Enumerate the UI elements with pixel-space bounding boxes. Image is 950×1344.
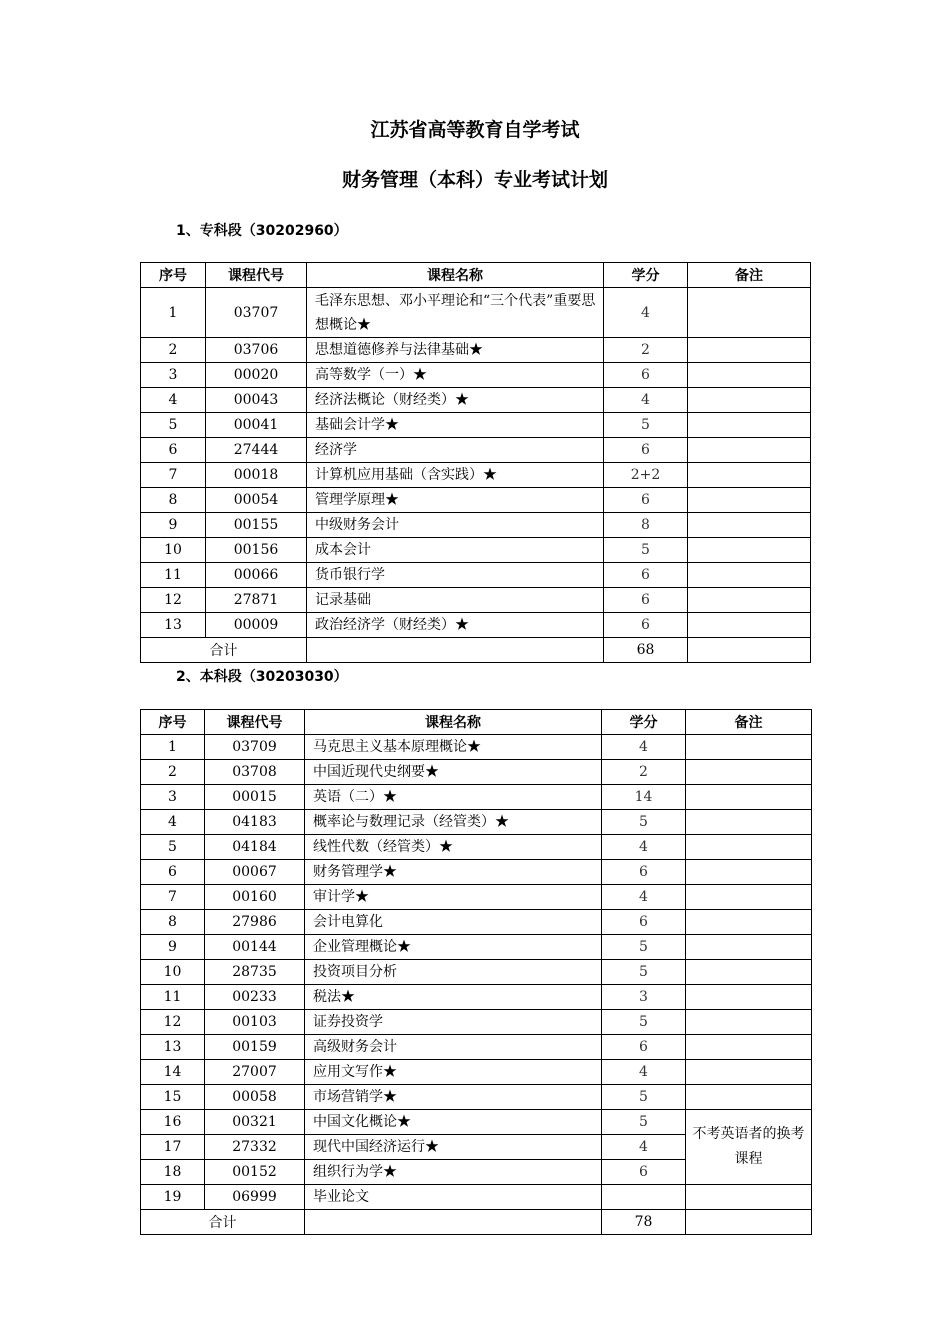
course-name: 思想道德修养与法律基础★ (307, 338, 604, 363)
course-note (688, 413, 811, 438)
course-code: 04184 (205, 835, 305, 860)
course-name: 货币银行学 (307, 563, 604, 588)
course-code: 00159 (205, 1035, 305, 1060)
course-note (688, 488, 811, 513)
course-credit: 4 (602, 835, 686, 860)
course-code: 00054 (206, 488, 307, 513)
course-note (686, 860, 812, 885)
course-code: 06999 (205, 1185, 305, 1210)
course-credit: 2 (604, 338, 688, 363)
course-credit: 4 (604, 288, 688, 338)
course-name: 组织行为学★ (305, 1160, 602, 1185)
row-number: 5 (141, 413, 206, 438)
course-name: 毛泽东思想、邓小平理论和“三个代表”重要思想概论★ (307, 288, 604, 338)
table-header-row (141, 710, 812, 735)
total-empty (307, 638, 604, 663)
course-credit: 2 (602, 760, 686, 785)
course-name: 线性代数（经管类）★ (305, 835, 602, 860)
row-number: 19 (141, 1185, 205, 1210)
course-name: 审计学★ (305, 885, 602, 910)
course-note (686, 1085, 812, 1110)
course-name: 计算机应用基础（含实践）★ (307, 463, 604, 488)
course-code: 00015 (205, 785, 305, 810)
header-note: 备注 (688, 263, 811, 288)
course-note (688, 463, 811, 488)
table-row (141, 760, 812, 785)
row-number: 15 (141, 1085, 205, 1110)
table-row (141, 860, 812, 885)
row-number: 1 (141, 288, 206, 338)
header-name: 课程名称 (305, 710, 602, 735)
course-name: 记录基础 (307, 588, 604, 613)
table-row (141, 513, 811, 538)
table-row (141, 835, 812, 860)
course-credit: 4 (602, 885, 686, 910)
document-subtitle: 财务管理（本科）专业考试计划 (341, 169, 608, 191)
course-code: 00058 (205, 1085, 305, 1110)
section-heading-1: 1、专科段（30202960） (176, 223, 348, 239)
course-name: 现代中国经济运行★ (305, 1135, 602, 1160)
course-note (688, 288, 811, 338)
course-credit: 5 (604, 413, 688, 438)
course-note (686, 1010, 812, 1035)
course-credit: 6 (602, 910, 686, 935)
document-title: 江苏省高等教育自学考试 (370, 119, 580, 141)
course-name: 政治经济学（财经类）★ (307, 613, 604, 638)
table-row (141, 1110, 812, 1135)
row-number: 10 (141, 538, 206, 563)
row-number: 13 (141, 613, 206, 638)
course-name: 毕业论文 (305, 1185, 602, 1210)
course-code: 00160 (205, 885, 305, 910)
course-note (686, 1060, 812, 1085)
course-name: 基础会计学★ (307, 413, 604, 438)
course-note (686, 885, 812, 910)
course-credit: 8 (604, 513, 688, 538)
total-credit: 78 (602, 1210, 686, 1235)
course-credit: 5 (602, 960, 686, 985)
row-number: 1 (141, 735, 205, 760)
row-number: 11 (141, 563, 206, 588)
course-name: 中国文化概论★ (305, 1110, 602, 1135)
course-note (686, 1185, 812, 1210)
header-note: 备注 (686, 710, 812, 735)
course-code: 00233 (205, 985, 305, 1010)
table-row (141, 735, 812, 760)
table-row (141, 985, 812, 1010)
course-code: 00144 (205, 935, 305, 960)
course-note (686, 935, 812, 960)
table-row (141, 563, 811, 588)
row-number: 7 (141, 463, 206, 488)
row-number: 6 (141, 438, 206, 463)
course-code: 27444 (206, 438, 307, 463)
table-row (141, 910, 812, 935)
table-row (141, 438, 811, 463)
header-credit: 学分 (604, 263, 688, 288)
course-credit: 5 (602, 1010, 686, 1035)
row-number: 4 (141, 388, 206, 413)
table-row (141, 785, 812, 810)
total-label: 合计 (141, 638, 307, 663)
row-number: 10 (141, 960, 205, 985)
table-row (141, 338, 811, 363)
table-row (141, 538, 811, 563)
course-note (686, 810, 812, 835)
course-name: 财务管理学★ (305, 860, 602, 885)
header-no: 序号 (141, 710, 205, 735)
course-name: 市场营销学★ (305, 1085, 602, 1110)
header-name: 课程名称 (307, 263, 604, 288)
course-note (686, 835, 812, 860)
row-number: 17 (141, 1135, 205, 1160)
course-note (688, 538, 811, 563)
course-code: 27007 (205, 1060, 305, 1085)
course-code: 00043 (206, 388, 307, 413)
course-code: 00018 (206, 463, 307, 488)
total-note (686, 1210, 812, 1235)
table-row (141, 1060, 812, 1085)
table-row (141, 588, 811, 613)
course-name: 企业管理概论★ (305, 935, 602, 960)
course-note (688, 513, 811, 538)
table-row (141, 1085, 812, 1110)
course-credit: 6 (604, 438, 688, 463)
table-row (141, 463, 811, 488)
course-name: 管理学原理★ (307, 488, 604, 513)
row-number: 16 (141, 1110, 205, 1135)
row-number: 8 (141, 910, 205, 935)
course-name: 经济法概论（财经类）★ (307, 388, 604, 413)
course-code: 04183 (205, 810, 305, 835)
course-credit: 4 (602, 1135, 686, 1160)
course-note (686, 760, 812, 785)
table-row (141, 388, 811, 413)
course-code: 00067 (205, 860, 305, 885)
course-name: 中国近现代史纲要★ (305, 760, 602, 785)
total-row (141, 638, 811, 663)
course-name: 投资项目分析 (305, 960, 602, 985)
course-credit: 5 (604, 538, 688, 563)
total-row (141, 1210, 812, 1235)
course-name: 成本会计 (307, 538, 604, 563)
course-credit: 6 (604, 613, 688, 638)
course-credit: 4 (604, 388, 688, 413)
course-note (688, 588, 811, 613)
course-code: 03707 (206, 288, 307, 338)
course-code: 27332 (205, 1135, 305, 1160)
course-name: 马克思主义基本原理概论★ (305, 735, 602, 760)
course-credit: 4 (602, 1060, 686, 1085)
header-code: 课程代号 (206, 263, 307, 288)
table-row (141, 960, 812, 985)
course-code: 00009 (206, 613, 307, 638)
course-name: 会计电算化 (305, 910, 602, 935)
course-credit: 14 (602, 785, 686, 810)
course-note (688, 388, 811, 413)
course-note (686, 735, 812, 760)
row-number: 2 (141, 760, 205, 785)
row-number: 14 (141, 1060, 205, 1085)
row-number: 3 (141, 363, 206, 388)
course-credit (602, 1185, 686, 1210)
header-no: 序号 (141, 263, 206, 288)
course-code: 03708 (205, 760, 305, 785)
table-row (141, 885, 812, 910)
course-credit: 6 (604, 588, 688, 613)
table-row (141, 1010, 812, 1035)
course-note (688, 338, 811, 363)
row-number: 13 (141, 1035, 205, 1060)
total-empty (305, 1210, 602, 1235)
table-row (141, 288, 811, 338)
row-number: 12 (141, 1010, 205, 1035)
table-row (141, 363, 811, 388)
course-note (686, 985, 812, 1010)
course-credit: 6 (604, 363, 688, 388)
row-number: 3 (141, 785, 205, 810)
merged-note: 不考英语者的换考课程 (686, 1110, 812, 1185)
course-credit: 6 (604, 488, 688, 513)
course-name: 高级财务会计 (305, 1035, 602, 1060)
row-number: 11 (141, 985, 205, 1010)
course-credit: 6 (602, 1160, 686, 1185)
course-credit: 3 (602, 985, 686, 1010)
course-name: 英语（二）★ (305, 785, 602, 810)
course-note (688, 438, 811, 463)
course-note (686, 960, 812, 985)
course-code: 00041 (206, 413, 307, 438)
row-number: 4 (141, 810, 205, 835)
section-heading-2: 2、本科段（30203030） (176, 669, 348, 685)
course-note (686, 785, 812, 810)
course-table-junior (140, 262, 811, 663)
table-row (141, 613, 811, 638)
row-number: 6 (141, 860, 205, 885)
table-row (141, 1035, 812, 1060)
course-code: 00155 (206, 513, 307, 538)
course-credit: 6 (604, 563, 688, 588)
total-credit: 68 (604, 638, 688, 663)
course-table-undergraduate (140, 709, 812, 1235)
course-name: 税法★ (305, 985, 602, 1010)
course-credit: 2+2 (604, 463, 688, 488)
course-name: 证券投资学 (305, 1010, 602, 1035)
course-code: 00066 (206, 563, 307, 588)
course-credit: 6 (602, 860, 686, 885)
row-number: 2 (141, 338, 206, 363)
course-credit: 5 (602, 1085, 686, 1110)
course-note (686, 1035, 812, 1060)
row-number: 7 (141, 885, 205, 910)
header-code: 课程代号 (205, 710, 305, 735)
row-number: 8 (141, 488, 206, 513)
row-number: 5 (141, 835, 205, 860)
table-row (141, 810, 812, 835)
table-row (141, 1185, 812, 1210)
course-note (688, 563, 811, 588)
course-name: 高等数学（一）★ (307, 363, 604, 388)
course-credit: 4 (602, 735, 686, 760)
course-code: 27986 (205, 910, 305, 935)
course-code: 27871 (206, 588, 307, 613)
course-credit: 5 (602, 1110, 686, 1135)
row-number: 9 (141, 935, 205, 960)
course-credit: 6 (602, 1035, 686, 1060)
course-credit: 5 (602, 810, 686, 835)
table-row (141, 413, 811, 438)
course-code: 28735 (205, 960, 305, 985)
course-note (688, 613, 811, 638)
row-number: 18 (141, 1160, 205, 1185)
course-name: 中级财务会计 (307, 513, 604, 538)
course-name: 应用文写作★ (305, 1060, 602, 1085)
course-code: 00321 (205, 1110, 305, 1135)
course-note (686, 910, 812, 935)
table-header-row (141, 263, 811, 288)
table-row (141, 935, 812, 960)
course-code: 00156 (206, 538, 307, 563)
table-row (141, 488, 811, 513)
course-name: 概率论与数理记录（经管类）★ (305, 810, 602, 835)
row-number: 9 (141, 513, 206, 538)
row-number: 12 (141, 588, 206, 613)
total-label: 合计 (141, 1210, 305, 1235)
course-code: 00103 (205, 1010, 305, 1035)
course-code: 00020 (206, 363, 307, 388)
course-code: 00152 (205, 1160, 305, 1185)
course-note (688, 363, 811, 388)
course-name: 经济学 (307, 438, 604, 463)
header-credit: 学分 (602, 710, 686, 735)
total-note (688, 638, 811, 663)
course-credit: 5 (602, 935, 686, 960)
course-code: 03709 (205, 735, 305, 760)
course-code: 03706 (206, 338, 307, 363)
